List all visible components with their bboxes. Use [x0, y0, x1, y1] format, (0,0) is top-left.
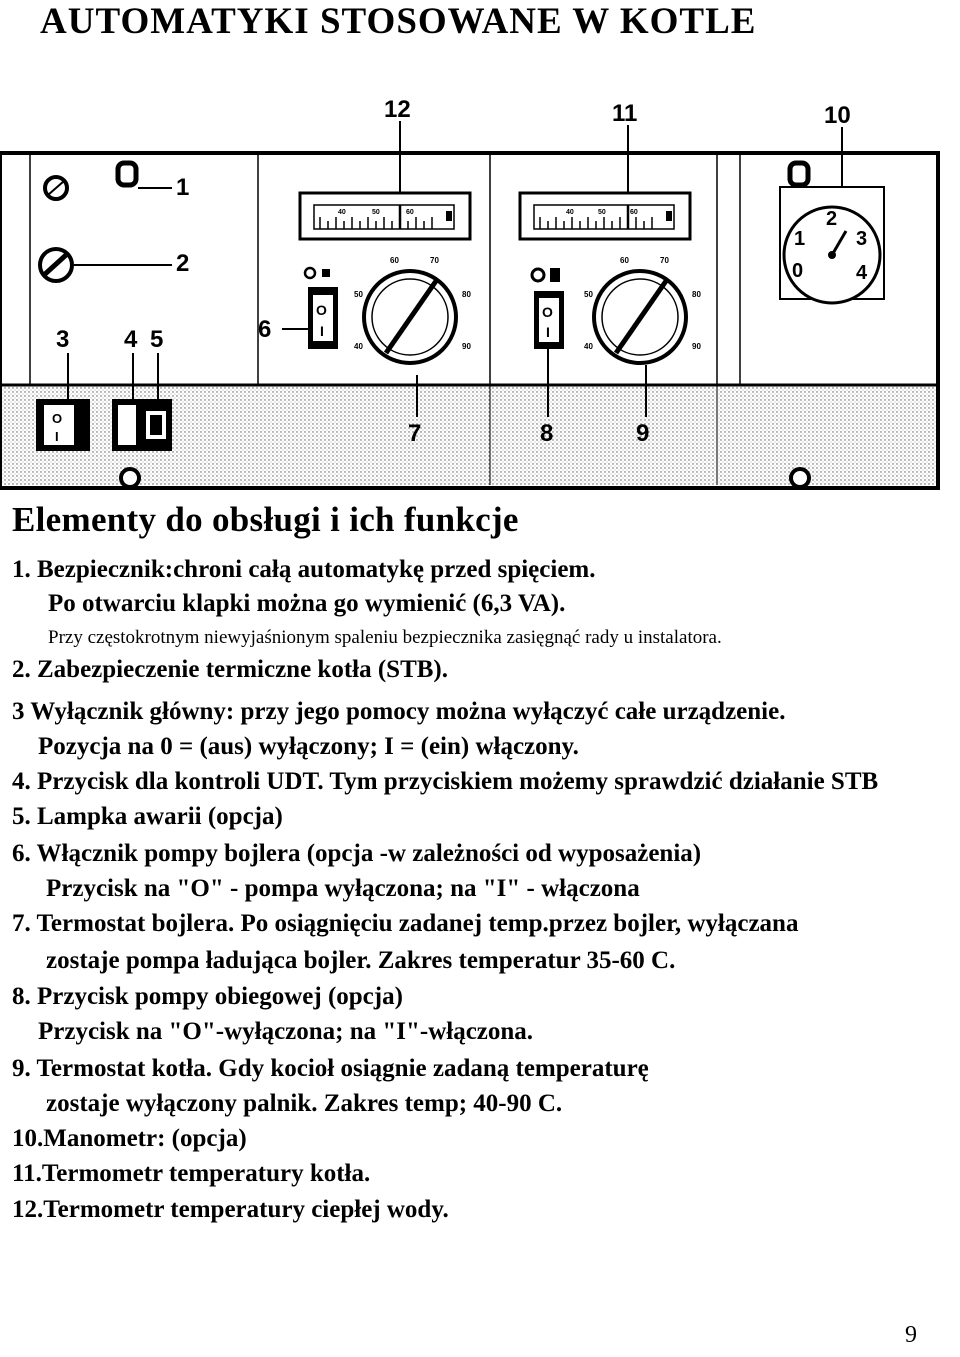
udt-test-button[interactable]	[112, 399, 172, 451]
item-12: 12.Termometr temperatury ciepłej wody.	[12, 1196, 449, 1223]
manometer-gauge	[780, 187, 884, 303]
dial-tick-label: 90	[692, 342, 701, 351]
section-heading: Elementy do obsługi i ich funkcje	[12, 500, 519, 539]
item-10: 10.Manometr: (opcja)	[12, 1125, 247, 1152]
callout-12: 12	[384, 96, 411, 123]
callout-2: 2	[176, 250, 190, 277]
thermometer-tick-label: 60	[630, 209, 638, 216]
control-panel-diagram	[0, 95, 960, 505]
dial-tick-label: 80	[692, 290, 701, 299]
switch-off-label: O	[542, 304, 553, 320]
thermometer-tick-label: 50	[372, 209, 380, 216]
thermometer-tick-label: 40	[338, 209, 346, 216]
item-7-cont: zostaje pompa ładująca bojler. Zakres temperatur 35-60 C.	[46, 947, 676, 974]
switch-on-label: I	[546, 324, 550, 340]
callout-4: 4	[124, 326, 138, 353]
item-8: 8. Przycisk pompy obiegowej (opcja)	[12, 983, 403, 1010]
item-2: 2. Zabezpieczenie termiczne kotła (STB).	[12, 656, 449, 683]
item-11: 11.Termometr temperatury kotła.	[12, 1160, 371, 1187]
callout-8: 8	[540, 420, 554, 447]
dial-tick-label: 80	[462, 290, 471, 299]
thermometer-tick-label: 60	[406, 209, 414, 216]
item-9: 9. Termostat kotła. Gdy kocioł osiągnie zadaną temperaturę	[12, 1055, 649, 1082]
callout-7: 7	[408, 420, 422, 447]
switch-off-label: O	[316, 302, 327, 318]
item-3: 3 Wyłącznik główny: przy jego pomocy można wyłączyć całe urządzenie.	[12, 698, 786, 725]
callout-1: 1	[176, 174, 190, 201]
manometer-tick-label: 4	[856, 262, 868, 284]
manometer-tick-label: 3	[856, 228, 868, 250]
dial-tick-label: 70	[660, 256, 669, 265]
dial-tick-label: 60	[620, 256, 629, 265]
item-5: 5. Lampka awarii (opcja)	[12, 803, 283, 830]
thermometer-tick-label: 40	[566, 209, 574, 216]
dial-tick-label: 50	[354, 290, 363, 299]
item-8-cont: Przycisk na "O"-wyłączona; na "I"-włączona.	[38, 1018, 534, 1045]
item-1-cont: Po otwarciu klapki można go wymienić (6,3 VA).	[48, 590, 566, 617]
fuse-icon	[45, 177, 67, 199]
main-switch[interactable]	[36, 399, 90, 451]
manometer-tick-label: 1	[794, 228, 806, 250]
item-7: 7. Termostat bojlera. Po osiągnięciu zadanej temp.przez bojler, wyłączana	[12, 910, 799, 937]
dial-tick-label: 70	[430, 256, 439, 265]
callout-6: 6	[258, 316, 272, 343]
item-6-cont: Przycisk na "O" - pompa wyłączona; na "I" - włączona	[46, 875, 640, 902]
item-1-note: Przy częstokrotnym niewyjaśnionym spaleniu bezpiecznika zasięgnąć rady u instalatora.	[48, 627, 722, 648]
dial-tick-label: 40	[584, 342, 593, 351]
page-title: AUTOMATYKI STOSOWANE W KOTLE	[40, 1, 757, 42]
switch-on-label: I	[320, 323, 324, 339]
boiler-thermometer	[520, 193, 690, 239]
dial-tick-label: 40	[354, 342, 363, 351]
item-3-cont: Pozycja na 0 = (aus) wyłączony; I = (ein) włączony.	[38, 733, 579, 760]
dial-tick-label: 50	[584, 290, 593, 299]
thermometer-tick-label: 50	[598, 209, 606, 216]
dial-tick-label: 90	[462, 342, 471, 351]
item-6: 6. Włącznik pompy bojlera (opcja -w zależności od wyposażenia)	[12, 840, 702, 867]
manometer-tick-label: 0	[792, 260, 804, 282]
callout-9: 9	[636, 420, 650, 447]
callout-3: 3	[56, 326, 70, 353]
hot-water-thermometer	[300, 193, 470, 239]
item-9-cont: zostaje wyłączony palnik. Zakres temp; 40-90 C.	[46, 1090, 563, 1117]
manometer-tick-label: 2	[826, 208, 838, 230]
item-1: 1. Bezpiecznik:chroni całą automatykę przed spięciem.	[12, 556, 596, 583]
dial-tick-label: 60	[390, 256, 399, 265]
callout-5: 5	[150, 326, 164, 353]
switch-on-label: I	[55, 429, 59, 444]
page-number: 9	[905, 1322, 917, 1348]
switch-off-label: O	[52, 411, 63, 426]
callout-10: 10	[824, 102, 851, 129]
callout-11: 11	[612, 100, 638, 127]
stb-icon	[40, 249, 72, 281]
item-4: 4. Przycisk dla kontroli UDT. Tym przyciskiem możemy sprawdzić działanie STB	[12, 768, 879, 795]
